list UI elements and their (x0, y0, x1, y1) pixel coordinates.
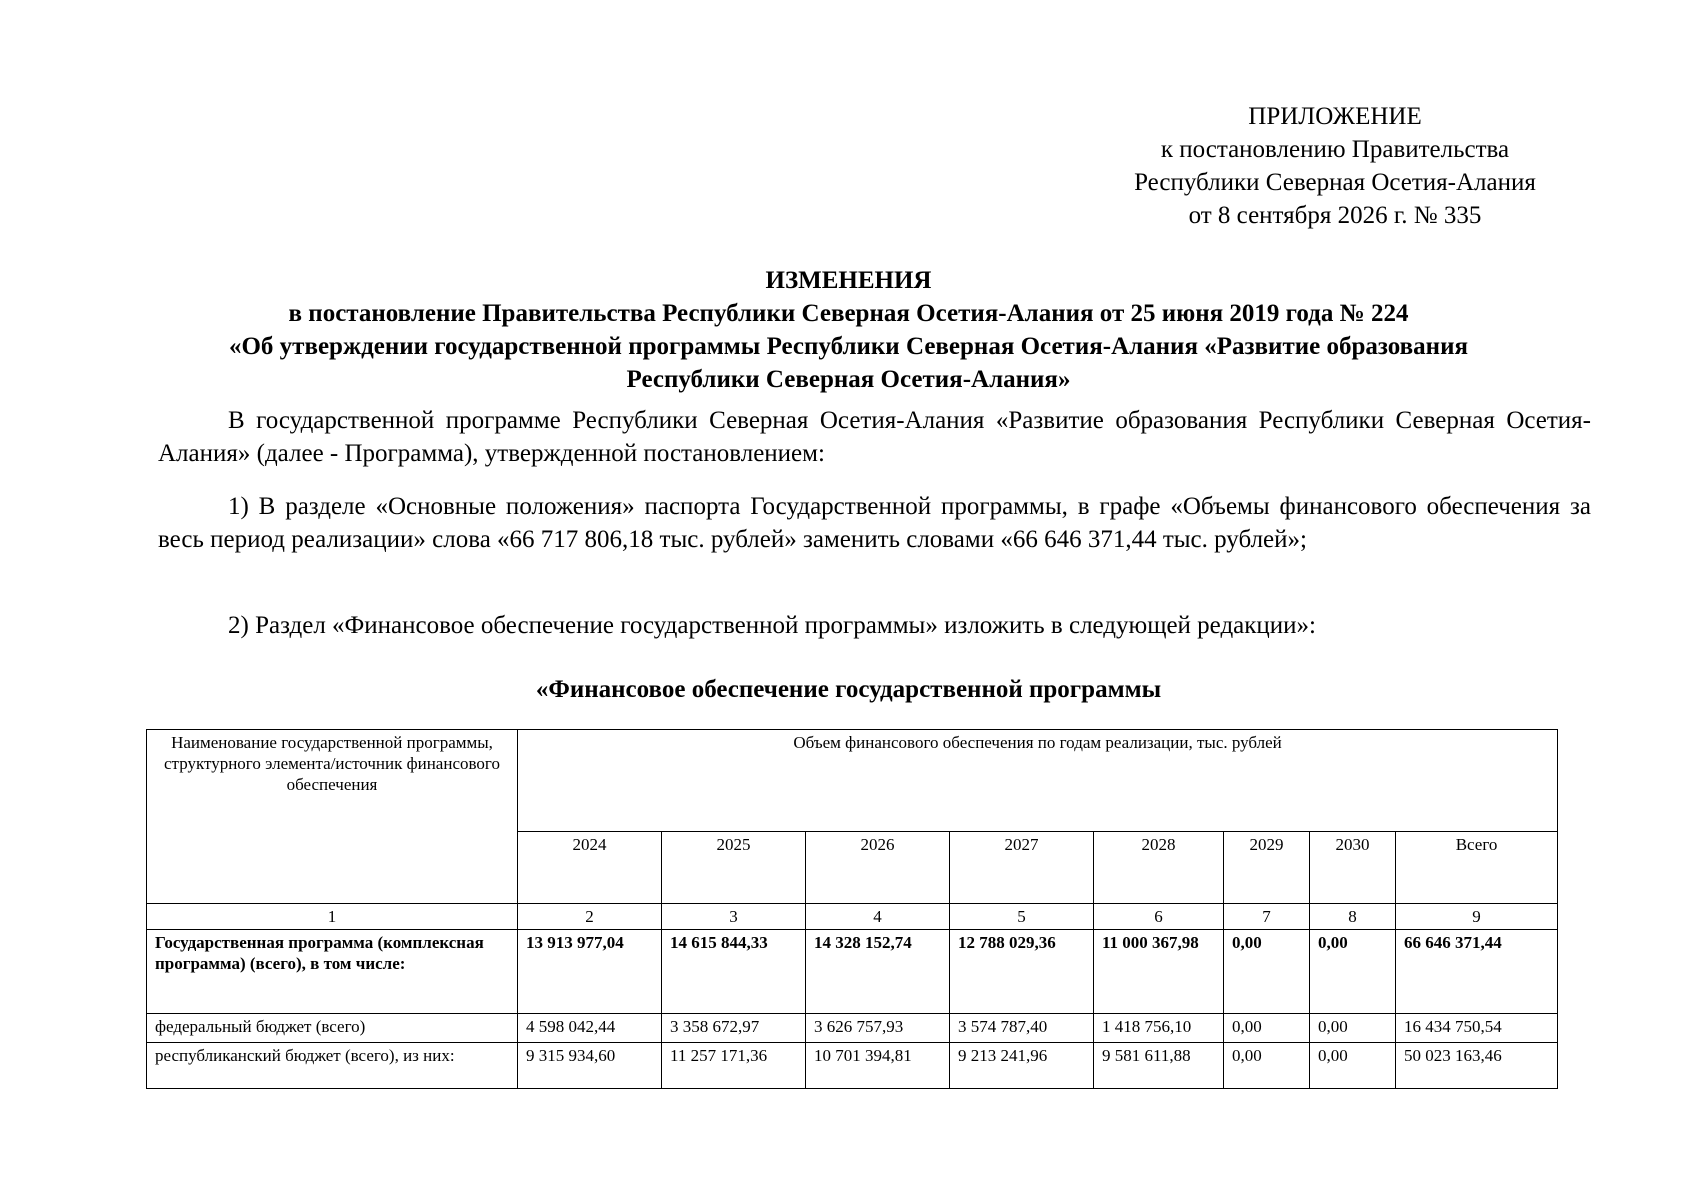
header-volume-cell: Объем финансового обеспечения по годам реализации, тыс. рублей (518, 730, 1558, 832)
table-header-row (147, 730, 1558, 832)
appendix-block (1075, 100, 1595, 232)
table-row (147, 1043, 1558, 1089)
column-numbers-row (147, 904, 1558, 930)
row-name-cell: республиканский бюджет (всего), из них: (147, 1043, 518, 1089)
value-cell: 3 574 787,40 (950, 1014, 1094, 1043)
column-number-cell: 9 (1396, 904, 1558, 930)
value-cell: 0,00 (1310, 1014, 1396, 1043)
value-cell: 0,00 (1224, 930, 1310, 1014)
year-header-cell: 2029 (1224, 832, 1310, 904)
value-cell: 0,00 (1224, 1043, 1310, 1089)
year-header-cell: 2028 (1094, 832, 1224, 904)
year-header-cell: 2027 (950, 832, 1094, 904)
value-cell: 1 418 756,10 (1094, 1014, 1224, 1043)
value-cell: 10 701 394,81 (806, 1043, 950, 1089)
table-row (147, 930, 1558, 1014)
item-1-paragraph: 1) В разделе «Основные положения» паспорта Государственной программы, в графе «Объемы финансового обеспечения за весь период реализации» слова «66 717 806,18 тыс. рублей» заменить словами «66 646 371,44 тыс. рублей»; (158, 493, 1591, 553)
heading-line: «Об утверждении государственной программы Республики Северная Осетия-Алания «Развитие образования (228, 333, 1469, 360)
value-cell: 3 358 672,97 (662, 1014, 806, 1043)
appendix-date: от 8 сентября 2026 г. № 335 (1188, 202, 1482, 229)
value-cell: 0,00 (1224, 1014, 1310, 1043)
value-cell: 14 615 844,33 (662, 930, 806, 1014)
total-cell: 50 023 163,46 (1396, 1043, 1558, 1089)
value-cell: 14 328 152,74 (806, 930, 950, 1014)
item-2-paragraph: 2) Раздел «Финансовое обеспечение государственной программы» изложить в следующей редакции»: (228, 612, 1316, 639)
column-number-cell: 8 (1310, 904, 1396, 930)
header-name-cell: Наименование государственной программы, структурного элемента/источник финансового обеспечения (147, 730, 518, 904)
value-cell: 0,00 (1310, 1043, 1396, 1089)
value-cell: 4 598 042,44 (518, 1014, 662, 1043)
column-number-cell: 6 (1094, 904, 1224, 930)
year-header-cell: 2030 (1310, 832, 1396, 904)
appendix-title: ПРИЛОЖЕНИЕ (1248, 103, 1422, 130)
value-cell: 11 000 367,98 (1094, 930, 1224, 1014)
row-name-cell: Государственная программа (комплексная программа) (всего), в том числе: (147, 930, 518, 1014)
column-number-cell: 4 (806, 904, 950, 930)
value-cell: 9 213 241,96 (950, 1043, 1094, 1089)
appendix-line: Республики Северная Осетия-Алания (1134, 169, 1536, 196)
column-number-cell: 3 (662, 904, 806, 930)
appendix-line: к постановлению Правительства (1160, 136, 1510, 163)
document-heading (150, 264, 1547, 396)
column-number-cell: 2 (518, 904, 662, 930)
year-header-cell: 2026 (806, 832, 950, 904)
value-cell: 0,00 (1310, 930, 1396, 1014)
total-cell: 66 646 371,44 (1396, 930, 1558, 1014)
value-cell: 11 257 171,36 (662, 1043, 806, 1089)
year-header-cell: 2024 (518, 832, 662, 904)
column-number-cell: 1 (147, 904, 518, 930)
year-header-cell: 2025 (662, 832, 806, 904)
total-cell: 16 434 750,54 (1396, 1014, 1558, 1043)
row-name-cell: федеральный бюджет (всего) (147, 1014, 518, 1043)
column-number-cell: 5 (950, 904, 1094, 930)
table-row (147, 1014, 1558, 1043)
value-cell: 12 788 029,36 (950, 930, 1094, 1014)
heading-title: ИЗМЕНЕНИЯ (765, 267, 932, 294)
total-header-cell: Всего (1396, 832, 1558, 904)
table-title: «Финансовое обеспечение государственной программы (535, 676, 1162, 703)
value-cell: 9 315 934,60 (518, 1043, 662, 1089)
value-cell: 9 581 611,88 (1094, 1043, 1224, 1089)
heading-line: в постановление Правительства Республики Северная Осетия-Алания от 25 июня 2019 года № 224 (288, 300, 1409, 327)
heading-line: Республики Северная Осетия-Алания» (626, 366, 1071, 393)
value-cell: 13 913 977,04 (518, 930, 662, 1014)
column-number-cell: 7 (1224, 904, 1310, 930)
financing-table (146, 729, 1558, 1089)
value-cell: 3 626 757,93 (806, 1014, 950, 1043)
intro-paragraph: В государственной программе Республики Северная Осетия-Алания «Развитие образования Республики Северная Осетия-Алания» (далее - Программа), утвержденной постановлением: (158, 407, 1591, 467)
